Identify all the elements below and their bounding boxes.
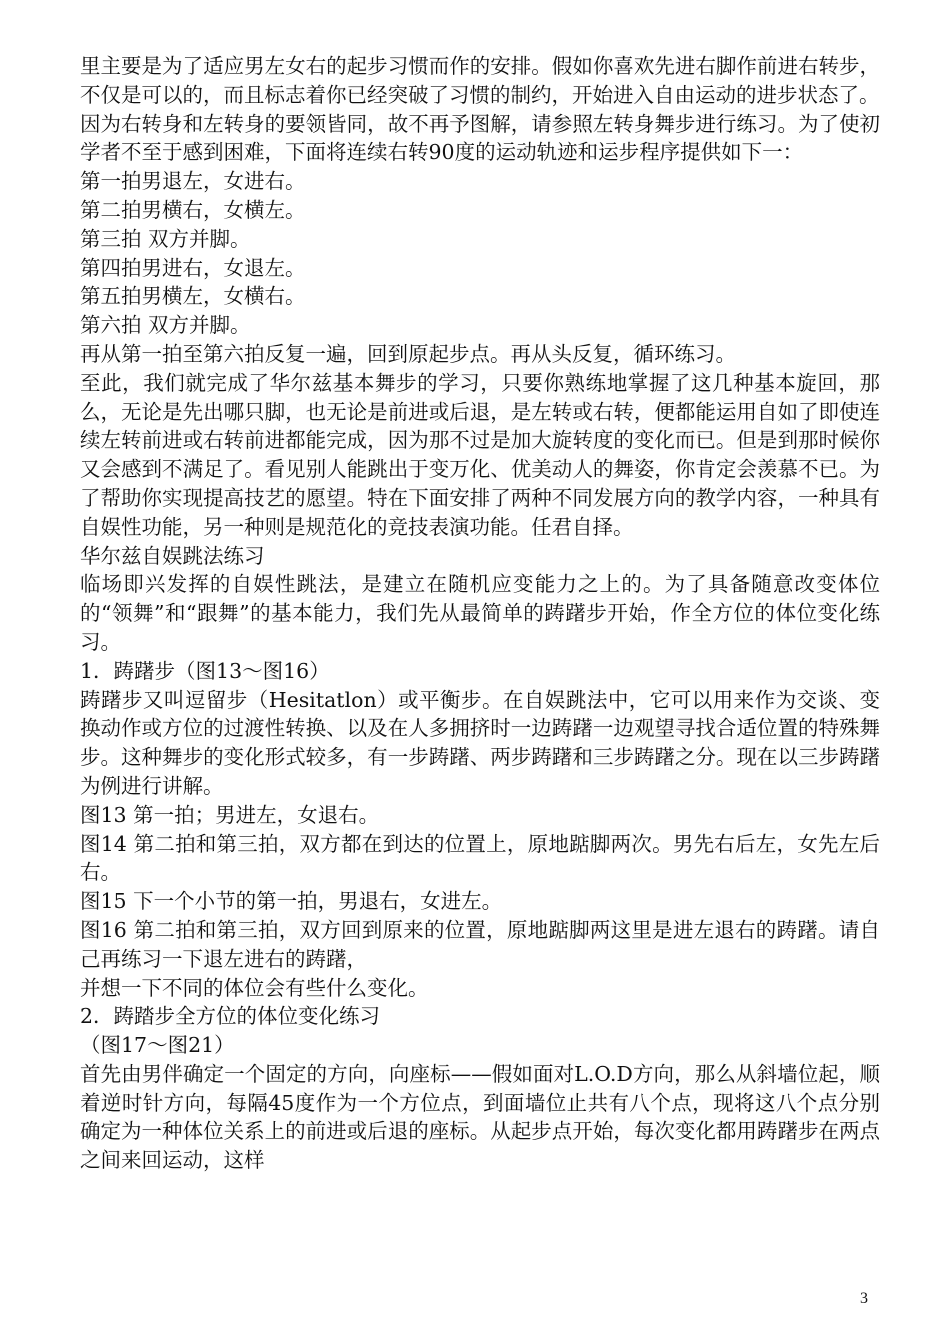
step-line: 第五拍男横左，女横右。 [80,284,306,309]
step-line: 第二拍男横右，女横左。 [80,197,306,222]
step-line: 第三拍 双方并脚。 [80,226,251,251]
section-heading: 华尔兹自娱跳法练习 [80,543,265,568]
figure-range: （图17～图21） [80,1033,235,1058]
paragraph: 踌躇步又叫逗留步（Hesitatlon）或平衡步。在自娱跳法中，它可以用来作为交谈、变换动作或方位的过渡性转换、以及在人多拥挤时一边踌躇一边观望寻找合适位置的特殊舞步。这种舞步的变化形式较多，有一步踌躇、两步踌躇和三步踌躇之分。现在以三步踌躇为例进行讲解。 [80,687,880,798]
figure-step: 图13 第一拍；男进左，女退右。 [80,802,380,827]
paragraph: 里主要是为了适应男左女右的起步习惯而作的安排。假如你喜欢先进右脚作前进右转步，不仅是可以的，而且标志着你已经突破了习惯的制约，开始进入自由运动的进步状态了。 [80,54,880,107]
page-number: 3 [860,1290,868,1307]
step-line: 第一拍男退左，女进右。 [80,169,306,194]
subsection-heading: 1．踌躇步（图13～图16） [80,658,330,683]
figure-step: 图15 下一个小节的第一拍，男退右，女进左。 [80,889,503,914]
document-body [80,52,880,1175]
paragraph: 首先由男伴确定一个固定的方向，向座标——假如面对L.O.D方向，那么从斜墙位起，顺着逆时针方向，每隔45度作为一个方位点，到面墙位止共有八个点，现将这八个点分别确定为一种体位关系上的前进或后退的座标。从起步点开始，每次变化都用踌躇步在两点之间来回运动，这样 [80,1061,880,1173]
figure-step: 图14 第二拍和第三拍，双方都在到达的位置上，原地踮脚两次。男先右后左，女先左后右。 [80,831,880,885]
subsection-heading: 2．踌踏步全方位的体位变化练习 [80,1004,381,1029]
paragraph: 因为右转身和左转身的要领皆同，故不再予图解，请参照左转身舞步进行练习。为了使初学者不至于感到困难，下面将连续右转90度的运动轨迹和运步程序提供如下一： [80,111,880,165]
paragraph: 再从第一拍至第六拍反复一遍，回到原起步点。再从头反复，循环练习。 [80,341,736,366]
step-line: 第四拍男进右，女退左。 [80,255,306,280]
figure-step: 图16 第二拍和第三拍，双方回到原来的位置，原地踮脚两这里是进左退右的踌躇。请自己再练习一下退左进右的踌躇， [80,917,880,971]
step-line: 第六拍 双方并脚。 [80,313,251,338]
paragraph: 并想一下不同的体位会有些什么变化。 [80,975,429,1000]
paragraph: 临场即兴发挥的自娱性跳法，是建立在随机应变能力之上的。为了具备随意改变体位的“领舞”和“跟舞”的基本能力，我们先从最简单的踌躇步开始，作全方位的体位变化练习。 [80,572,880,654]
paragraph: 至此，我们就完成了华尔兹基本舞步的学习，只要你熟练地掌握了这几种基本旋回，那么，无论是先出哪只脚，也无论是前进或后退，是左转或右转，便都能运用自如了即使连续左转前进或右转前进都能完成，因为那不过是加大旋转度的变化而已。但是到那时候你又会感到不满足了。看见别人能跳出于变万化、优美动人的舞姿，你肯定会羡慕不已。为了帮助你实现提高技艺的愿望。特在下面安排了两种不同发展方向的教学内容，一种具有自娱性功能，另一种则是规范化的竞技表演功能。任君自择。 [80,370,880,539]
